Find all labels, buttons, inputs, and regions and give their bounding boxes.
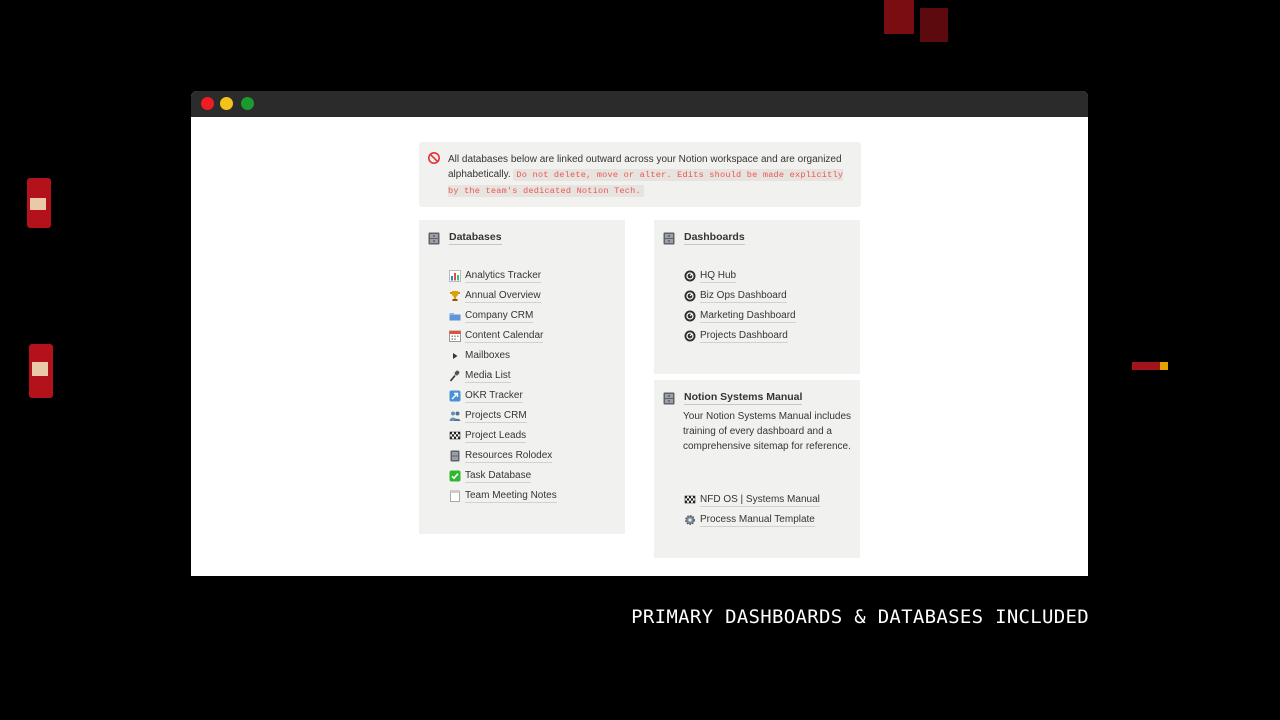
checkmark-icon: [448, 470, 461, 483]
database-item-content-calendar[interactable]: Content Calendar: [448, 326, 557, 346]
filing-cabinet-icon: [663, 232, 675, 245]
database-item-media-list[interactable]: Media List: [448, 366, 557, 386]
callout-text: [448, 152, 856, 199]
filing-cabinet-icon: [663, 392, 675, 405]
callout-message: All databases below are linked outward across your Notion workspace and are organized alphabetically.: [448, 154, 842, 180]
checkered-flag-icon: [683, 494, 696, 507]
systems-manual-list: [683, 490, 820, 530]
maximize-window-button[interactable]: [241, 97, 254, 110]
dashboards-list: [683, 266, 796, 346]
filing-cabinet-icon: [428, 232, 440, 245]
microphone-icon: [448, 370, 461, 383]
manual-item-nfd-os[interactable]: NFD OS | Systems Manual: [683, 490, 820, 510]
dashboard-circle-icon: [683, 310, 696, 323]
window-titlebar: [191, 91, 1088, 117]
databases-list: [448, 266, 557, 506]
systems-manual-title[interactable]: Notion Systems Manual: [684, 391, 803, 403]
databases-title[interactable]: Databases: [449, 231, 502, 243]
dashboard-circle-icon: [683, 330, 696, 343]
background-decoration: [884, 0, 964, 42]
folder-icon: [448, 310, 461, 323]
dashboard-item-biz-ops[interactable]: Biz Ops Dashboard: [683, 286, 796, 306]
dashboards-header: [663, 231, 745, 245]
dashboards-card: [654, 220, 860, 374]
database-item-company-crm[interactable]: Company CRM: [448, 306, 557, 326]
background-decoration: [27, 178, 51, 228]
database-item-annual-overview[interactable]: Annual Overview: [448, 286, 557, 306]
manual-item-process-template[interactable]: Process Manual Template: [683, 510, 820, 530]
app-window: [191, 91, 1088, 576]
database-item-resources-rolodex[interactable]: Resources Rolodex: [448, 446, 557, 466]
people-icon: [448, 410, 461, 423]
database-item-team-meeting-notes[interactable]: Team Meeting Notes: [448, 486, 557, 506]
databases-card: [419, 220, 625, 534]
close-window-button[interactable]: [201, 97, 214, 110]
calendar-icon: [448, 330, 461, 343]
caption-text: PRIMARY DASHBOARDS & DATABASES INCLUDED: [631, 606, 1089, 628]
database-item-projects-crm[interactable]: Projects CRM: [448, 406, 557, 426]
background-decoration: [1132, 362, 1168, 370]
background-decoration: [29, 344, 53, 398]
systems-manual-header: [663, 391, 802, 405]
dashboard-circle-icon: [683, 270, 696, 283]
systems-manual-description: Your Notion Systems Manual includes training of every dashboard and a comprehensive sitemap for reference.: [683, 411, 852, 452]
toggle-arrow-icon[interactable]: [448, 350, 461, 363]
database-item-analytics-tracker[interactable]: Analytics Tracker: [448, 266, 557, 286]
cabinet-icon: [448, 450, 461, 463]
warning-callout: [419, 142, 861, 207]
database-item-mailboxes[interactable]: Mailboxes: [448, 346, 557, 366]
page-content: [191, 117, 1088, 576]
database-item-project-leads[interactable]: Project Leads: [448, 426, 557, 446]
callout-warning-code: Do not delete, move or alter. Edits should be made explicitly by the team's dedicated Notion Tech.: [448, 170, 844, 196]
dashboard-item-projects[interactable]: Projects Dashboard: [683, 326, 796, 346]
bar-chart-icon: [448, 270, 461, 283]
minimize-window-button[interactable]: [220, 97, 233, 110]
database-item-okr-tracker[interactable]: OKR Tracker: [448, 386, 557, 406]
trophy-icon: [448, 290, 461, 303]
dashboard-circle-icon: [683, 290, 696, 303]
prohibited-icon: [427, 151, 441, 165]
database-item-task-database[interactable]: Task Database: [448, 466, 557, 486]
gear-icon: [683, 514, 696, 527]
systems-manual-card: [654, 380, 860, 558]
dashboards-title[interactable]: Dashboards: [684, 231, 745, 243]
arrow-box-icon: [448, 390, 461, 403]
checkered-flag-icon: [448, 430, 461, 443]
notepad-icon: [448, 490, 461, 503]
dashboard-item-hq-hub[interactable]: HQ Hub: [683, 266, 796, 286]
databases-header: [428, 231, 502, 245]
dashboard-item-marketing[interactable]: Marketing Dashboard: [683, 306, 796, 326]
